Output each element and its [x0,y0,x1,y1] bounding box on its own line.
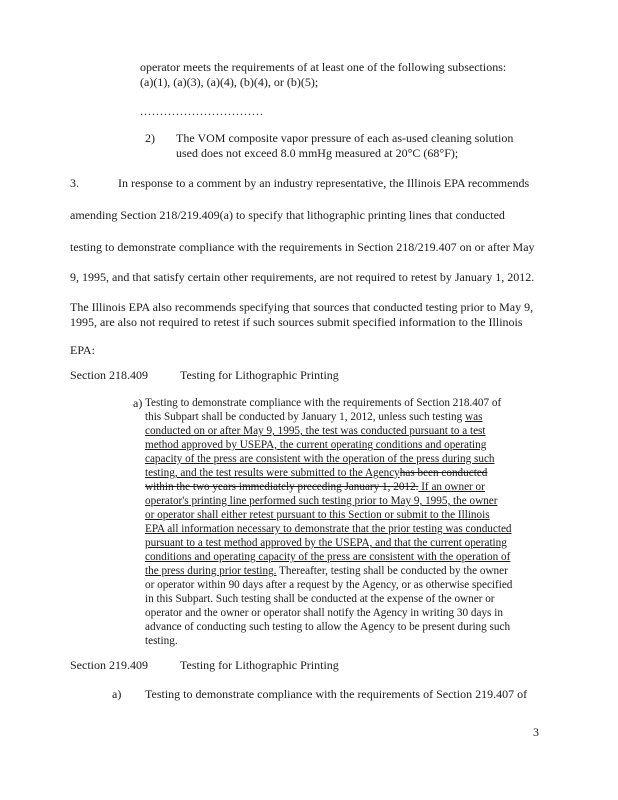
section-number: Section 218.409 [70,368,148,382]
text-run: this Subpart shall be conducted by January 1, 2012, unless such testing [145,411,466,423]
text-run: in this Subpart. Such testing shall be conducted at the expense of the owner or [145,593,495,605]
section-line [145,578,512,592]
ellipsis-line: ............................... [140,104,264,118]
text-line: (a)(1), (a)(3), (a)(4), (b)(4), or (b)(5); [140,75,319,89]
text-run: advance of conducting such testing to allow the Agency to be present during such [145,621,511,633]
text-run: Testing to demonstrate compliance with the requirements of Section 218.407 of [145,397,502,409]
inserted-text: If an owner or [418,481,485,493]
section-line [145,452,495,466]
page-number: 3 [533,725,539,739]
inserted-text: capacity of the press are consistent with the operation of the press during such [145,453,495,465]
section-line [145,396,501,410]
deleted-text: within [145,481,177,493]
item-number: 2) [145,131,155,145]
paragraph-line: In response to a comment by an industry representative, the Illinois EPA recommends [118,176,530,190]
section-line [145,536,507,550]
section-line [145,592,495,606]
text-line: The VOM composite vapor pressure of each as-used cleaning solution [176,131,514,145]
paragraph-line: 1995, are also not required to retest if such sources submit specified information to the Illinois [70,315,523,329]
section-line [145,424,486,438]
section-line [145,508,490,522]
subsection-label: a) [133,396,143,410]
paragraph-line: The Illinois EPA also recommends specifying that sources that conducted testing prior to May 9, [70,300,534,314]
section-number: Section 219.409 [70,658,148,672]
paragraph-line: testing to demonstrate compliance with the requirements in Section 218/219.407 on or after May [70,240,535,254]
paragraph-number: 3. [70,176,79,190]
section-line [145,438,486,452]
section-title: Testing for Lithographic Printing [180,368,339,382]
inserted-text: or operator shall either retest pursuant to this Section or submit to the Illinois [145,509,490,521]
paragraph-line: EPA: [70,343,95,357]
deleted-text: has been conducted [399,467,488,479]
text-run: Thereafter, testing shall be conducted by the owner [276,565,508,577]
text-line: used does not exceed 8.0 mmHg measured at 20°C (68°F); [176,146,459,160]
inserted-text: operator's printing line performed such testing prior to May 9, 1995, the owner [145,495,498,507]
section-line [145,606,503,620]
section-line [145,410,482,424]
inserted-text: method approved by USEPA, the current operating conditions and operating [145,439,487,451]
section-line [145,550,510,564]
section-line [145,564,508,578]
deleted-text: the two years immediately preceding January 1, 2012. [176,481,419,493]
text-line: operator meets the requirements of at least one of the following subsections: [140,60,507,74]
section-line [145,494,497,508]
section-title: Testing for Lithographic Printing [180,658,339,672]
inserted-text: pursuant to a test method approved by the USEPA, and that the current operating [145,537,507,549]
inserted-text: testing, and the test results were submitted to the Agency [145,467,400,479]
inserted-text: conditions and operating capacity of the press are consistent with the operation of [145,551,511,563]
text-run: or operator within 90 days after a request by the Agency, or as otherwise specified [145,579,513,591]
text-run: testing. [145,635,178,647]
paragraph-line: amending Section 218/219.409(a) to specify that lithographic printing lines that conducted [70,208,505,222]
section-line [145,480,485,494]
inserted-text: EPA all information necessary to demonstrate that the prior testing was conducted [145,523,512,535]
text-run: operator and the owner or operator shall notify the Agency in writing 30 days in [145,607,503,619]
section-line: Testing to demonstrate compliance with the requirements of Section 219.407 of [145,687,528,701]
section-line [145,522,512,536]
paragraph-line: 9, 1995, and that satisfy certain other requirements, are not required to retest by January 1, 2012. [70,270,535,284]
inserted-text: conducted on or after May 9, 1995, the test was conducted pursuant to a test [145,425,486,437]
section-line [145,466,487,480]
section-line [145,620,510,634]
inserted-text: was [465,411,483,423]
subsection-label: a) [112,687,122,701]
inserted-text: the press during prior testing. [145,565,277,577]
section-line [145,634,178,648]
